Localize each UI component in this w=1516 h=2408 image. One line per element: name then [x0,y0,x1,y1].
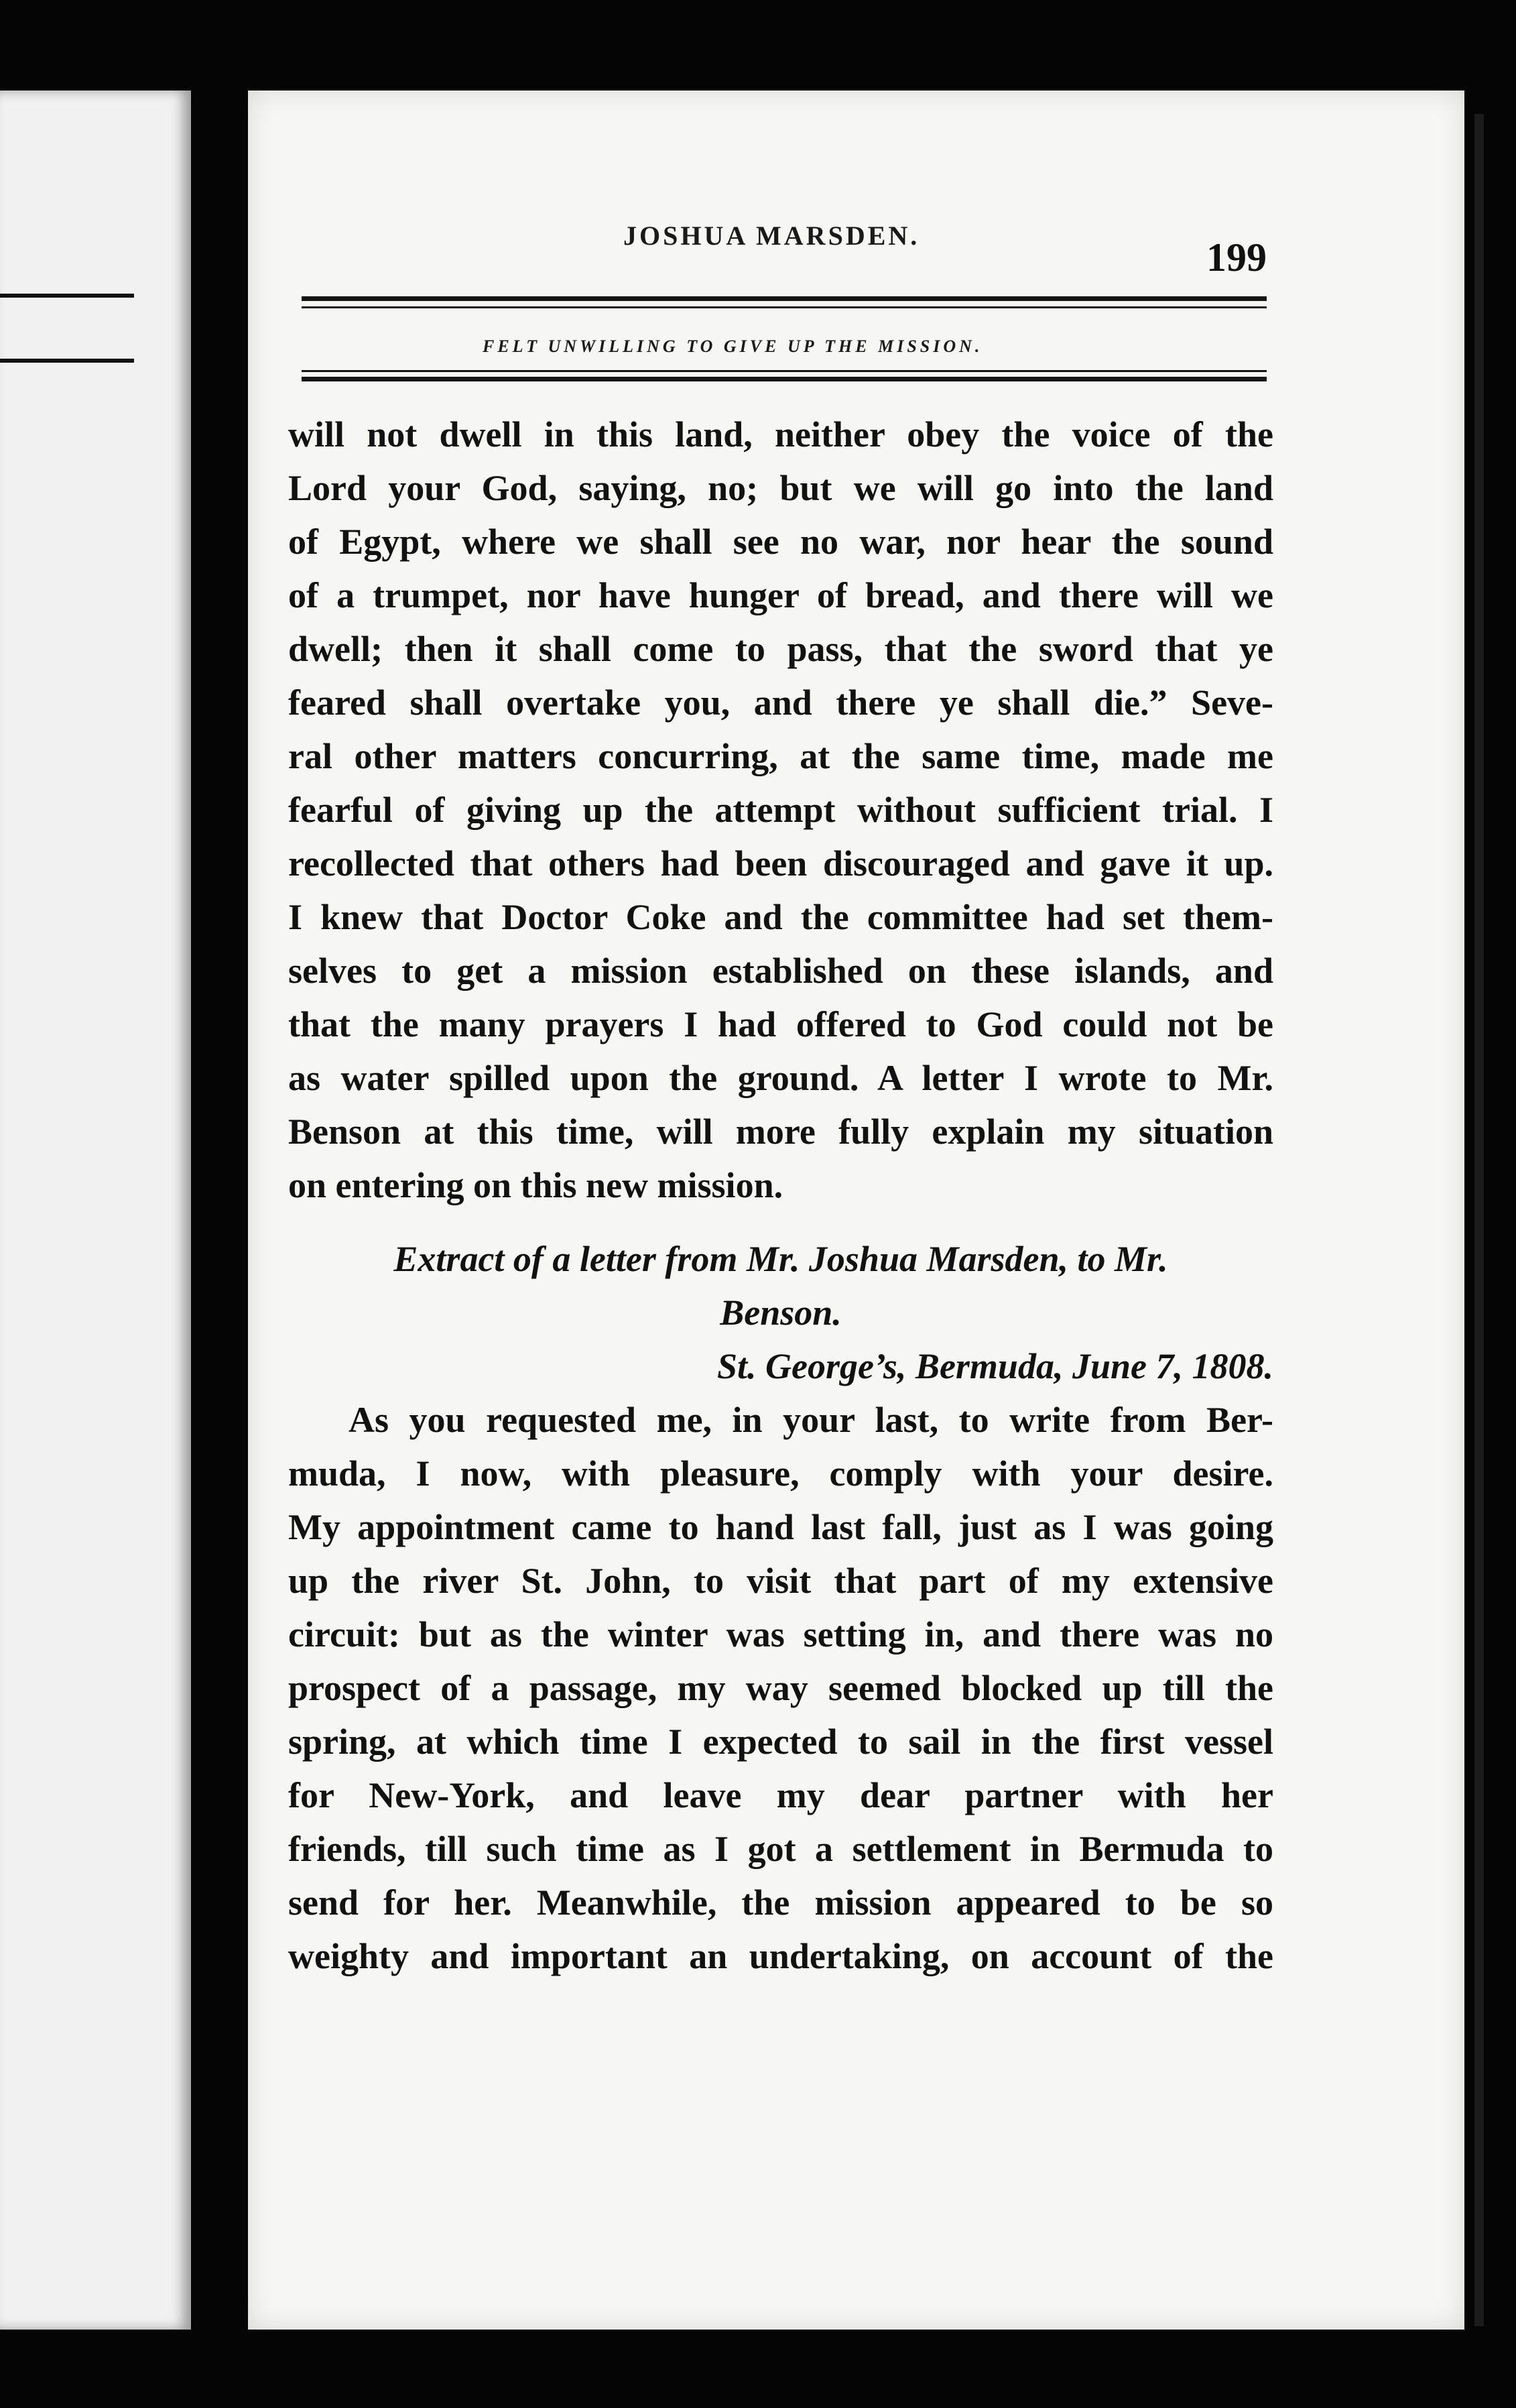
text-line: up the river St. John, to visit that part of my extensive [288,1561,1273,1601]
extract-heading-line: Benson. [720,1292,842,1333]
dateline: St. George’s, Bermuda, June 7, 1808. [716,1346,1273,1386]
text-line: I knew that Doctor Coke and the committee had set them- [288,897,1273,937]
text-line: recollected that others had been discouraged and gave it up. [288,843,1273,884]
text-line: of a trumpet, nor have hunger of bread, and there will we [288,575,1273,615]
facing-page-rule [0,359,134,363]
text-line: Lord your God, saying, no; but we will go into the land [288,468,1273,508]
text-line: dwell; then it shall come to pass, that the sword that ye [288,629,1273,669]
text-line: spring, at which time I expected to sail in the first vessel [288,1722,1273,1762]
spacer [288,1212,1273,1232]
text-line: that the many prayers I had offered to God could not be [288,1004,1273,1044]
text-line: for New-York, and leave my dear partner with her [288,1775,1273,1815]
page-number: 199 [1206,235,1267,280]
text-line: selves to get a mission established on these islands, and [288,951,1273,991]
text-line: prospect of a passage, my way seemed blocked up till the [288,1668,1273,1708]
text-line: will not dwell in this land, neither obey the voice of the [288,414,1273,455]
header-rule-bottom [302,377,1267,381]
text-line: feared shall overtake you, and there ye shall die.” Seve- [288,682,1273,723]
header-rule-top-thin [302,306,1267,308]
text-line: muda, I now, with pleasure, comply with your desire. [288,1453,1273,1494]
text-line: My appointment came to hand last fall, just as I was going [288,1507,1273,1547]
text-line: fearful of giving up the attempt without sufficient trial. I [288,790,1273,830]
header-rule-bottom-thin [302,370,1267,372]
text-line: weighty and important an undertaking, on account of the [288,1936,1273,1976]
text-line: of Egypt, where we shall see no war, nor hear the sound [288,522,1273,562]
page-body [288,408,1273,1983]
text-line: send for her. Meanwhile, the mission appeared to be so [288,1882,1273,1923]
page-header-title: JOSHUA MARSDEN. [623,221,920,251]
text-line: as water spilled upon the ground. A letter I wrote to Mr. [288,1058,1273,1098]
text-line: on entering on this new mission. [288,1165,783,1205]
text-line: friends, till such time as I got a settlement in Bermuda to [288,1829,1273,1869]
text-line: As you requested me, in your last, to write from Ber- [349,1400,1273,1440]
extract-heading-line: Extract of a letter from Mr. Joshua Marsden, to Mr. [393,1239,1168,1279]
letter-paragraph [288,1393,1273,1983]
header-rule-top [302,296,1267,301]
running-head: FELT UNWILLING TO GIVE UP THE MISSION. [483,337,983,356]
facing-page-fragment [0,91,191,2330]
extract-heading [288,1232,1273,1339]
text-line: ral other matters concurring, at the same time, made me [288,736,1273,776]
text-line: circuit: but as the winter was setting in, and there was no [288,1614,1273,1654]
paragraph-continued [288,408,1273,1212]
text-line: Benson at this time, will more fully explain my situation [288,1111,1273,1152]
facing-page-rule [0,294,134,298]
page-edge [1474,114,1484,2326]
